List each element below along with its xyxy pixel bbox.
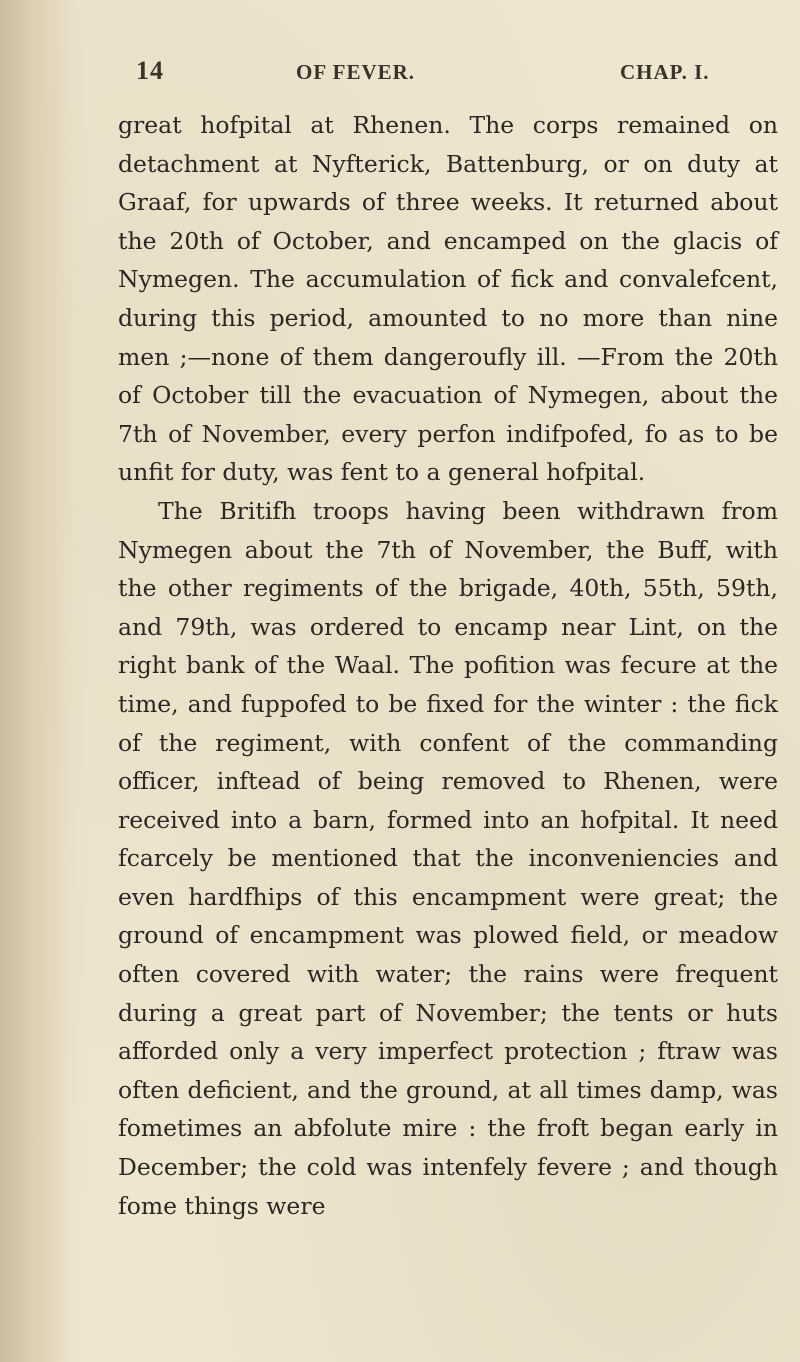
paragraph: great hofpital at Rhenen. The corps remained on detachment at Nyfterick, Battenburg, or on duty at Graaf, for upwards of three weeks. It returned about the 20th of October, and encamped on the glacis of Nymegen. The accumulation of fick and convalefcent, during this period, amounted to no more than nine men ;—none of them dangeroufly ill. —From the 20th of October till the evacuation of Nymegen, about the 7th of November, every perfon indifpofed, fo as to be unfit for duty, was fent to a general hofpital. bbox=[118, 111, 778, 487]
page-number: 14 bbox=[136, 56, 164, 85]
book-gutter bbox=[0, 0, 70, 1362]
book-page bbox=[118, 56, 778, 1225]
running-title: OF FEVER. bbox=[296, 60, 416, 84]
chapter-label: CHAP. I. bbox=[620, 60, 710, 84]
paragraph: The Britifh troops having been withdrawn from Nymegen about the 7th of November, the Buff, with the other regiments of the brigade, 40th, 55th, 59th, and 79th, was ordered to encamp near Lint, on the right bank of the Waal. The pofition was fecure at the time, and fuppofed to be fixed for the winter : the fick of the regiment, with confent of the commanding officer, inftead of being removed to Rhenen, were received into a barn, formed into an hofpital. It need fcarcely be mentioned that the inconveniencies and even hardfhips of this encampment were great; the ground of encampment was plowed field, or meadow often covered with water; the rains were frequent during a great part of November; the tents or huts afforded only a very imperfect protection ; ftraw was often deficient, and the ground, at all times damp, was fometimes an abfolute mire : the froft began early in December; the cold was intenfely fevere ; and though fome things were bbox=[118, 496, 778, 1220]
running-head bbox=[118, 56, 778, 96]
body-text bbox=[118, 106, 778, 1225]
